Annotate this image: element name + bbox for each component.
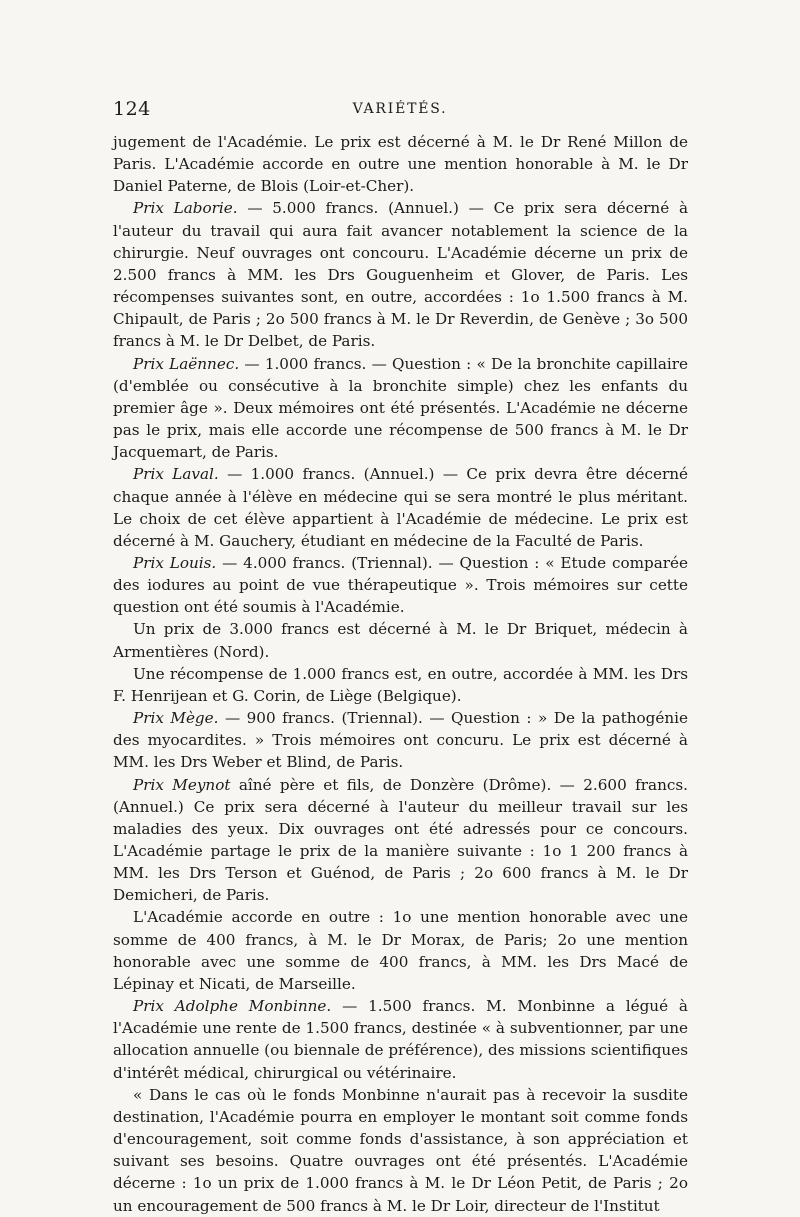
paragraph	[113, 131, 688, 197]
paragraph-text: Un prix de 3.000 francs est décerné à M. le Dr Briquet, médecin à Armentières (Nord).	[113, 620, 688, 661]
paragraph	[113, 774, 688, 907]
paragraph	[113, 197, 688, 352]
paragraph	[113, 618, 688, 662]
paragraph-text: « Dans le cas où le fonds Monbinne n'aurait pas à recevoir la susdite destination, l'Académie pourra en employer le montant soit comme fonds d'encouragement, soit comme fonds d'assistance, à son appréciation et suivant ses besoins. Quatre ouvrages ont été présentés. L'Académie décerne : 1o un prix de 1.000 francs à M. le Dr Léon Petit, de Paris ; 2o un encouragement de 500 francs à M. le Dr Loir, directeur de l'Institut	[113, 1085, 688, 1215]
paragraph	[113, 707, 688, 773]
paragraph-text: — 1.000 francs. — Question : « De la bronchite capillaire (d'emblée ou consécutive à la bronchite simple) chez les enfants du premier âge ». Deux mémoires ont été présentés. L'Académie ne décerne pas le prix, mais elle accorde une récompense de 500 francs à M. le Dr Jacquemart, de Paris.	[113, 354, 688, 462]
paragraph-text: — 5.000 francs. (Annuel.) — Ce prix sera décerné à l'auteur du travail qui aura fait avancer notablement la science de la chirurgie. Neuf ouvrages ont concouru. L'Académie décerne un prix de 2.500 francs à MM. les Drs Gouguenheim et Glover, de Paris. Les récompenses suivantes sont, en outre, accordées : 1o 1.500 francs à M. Chipault, de Paris ; 2o 500 francs à M. le Dr Reverdin, de Genève ; 3o 500 francs à M. le Dr Delbet, de Paris.	[113, 199, 688, 351]
prize-name: Prix Laborie.	[133, 199, 238, 218]
paragraph-text: — 1.500 francs. M. Monbinne a légué à l'Académie une rente de 1.500 francs, destinée « à subventionner, par une allocation annuelle (ou biennale de préférence), des missions scientifiques d'intérêt médical, chirurgical ou vétérinaire.	[113, 997, 688, 1082]
body-text	[113, 131, 688, 1217]
paragraph	[113, 906, 688, 995]
paragraph-text: Une récompense de 1.000 francs est, en outre, accordée à MM. les Drs F. Henrijean et G. Corin, de Liège (Belgique).	[113, 664, 688, 705]
page-header	[113, 98, 687, 126]
paragraph	[113, 995, 688, 1084]
paragraph-text: — 900 francs. (Triennal). — Question : » De la pathogénie des myocardites. » Trois mémoires ont concuru. Le prix est décerné à MM. les Drs Weber et Blind, de Paris.	[113, 709, 688, 772]
prize-name: Prix Laënnec.	[133, 354, 240, 373]
paragraph	[113, 1084, 688, 1217]
paragraph-text: L'Académie accorde en outre : 1o une mention honorable avec une somme de 400 francs, à M. le Dr Morax, de Paris; 2o une mention honorable avec une somme de 400 francs, à MM. les Drs Macé de Lépinay et Nicati, de Marseille.	[113, 908, 688, 993]
paragraph-text: — 4.000 francs. (Triennal). — Question : « Etude comparée des iodures au point de vue thérapeutique ». Trois mémoires sur cette question ont été soumis à l'Académie.	[113, 553, 689, 617]
paragraph	[113, 663, 688, 707]
prize-name: Prix Mège.	[133, 709, 219, 728]
paragraph	[113, 353, 688, 464]
prize-name: Prix Adolphe Monbinne.	[133, 997, 332, 1016]
paragraph-text: jugement de l'Académie. Le prix est décerné à M. le Dr René Millon de Paris. L'Académie accorde en outre une mention honorable à M. le Dr Daniel Paterne, de Blois (Loir-et-Cher).	[113, 133, 688, 196]
prize-name: Prix Louis.	[133, 553, 217, 572]
prize-name: Prix Meynot	[133, 775, 231, 794]
paragraph-text: aîné père et fils, de Donzère (Drôme). — 2.600 francs. (Annuel.) Ce prix sera décerné à l'auteur du meilleur travail sur les maladies des yeux. Dix ouvrages ont été adressés pour ce concours. L'Académie partage le prix de la manière suivante : 1o 1 200 francs à MM. les Drs Terson et Guénod, de Paris ; 2o 600 francs à M. le Dr Demicheri, de Paris.	[113, 775, 688, 905]
paragraph	[113, 552, 688, 618]
page-number: 124	[113, 98, 151, 120]
prize-name: Prix Laval.	[133, 465, 219, 484]
running-head: VARIÉTÉS.	[352, 101, 448, 117]
paragraph-text: — 1.000 francs. (Annuel.) — Ce prix devra être décerné chaque année à l'élève en médecine qui se sera montré le plus méritant. Le choix de cet élève appartient à l'Académie de médecine. Le prix est décerné à M. Gauchery, étudiant en médecine de la Faculté de Paris.	[113, 465, 688, 550]
paragraph	[113, 463, 688, 552]
